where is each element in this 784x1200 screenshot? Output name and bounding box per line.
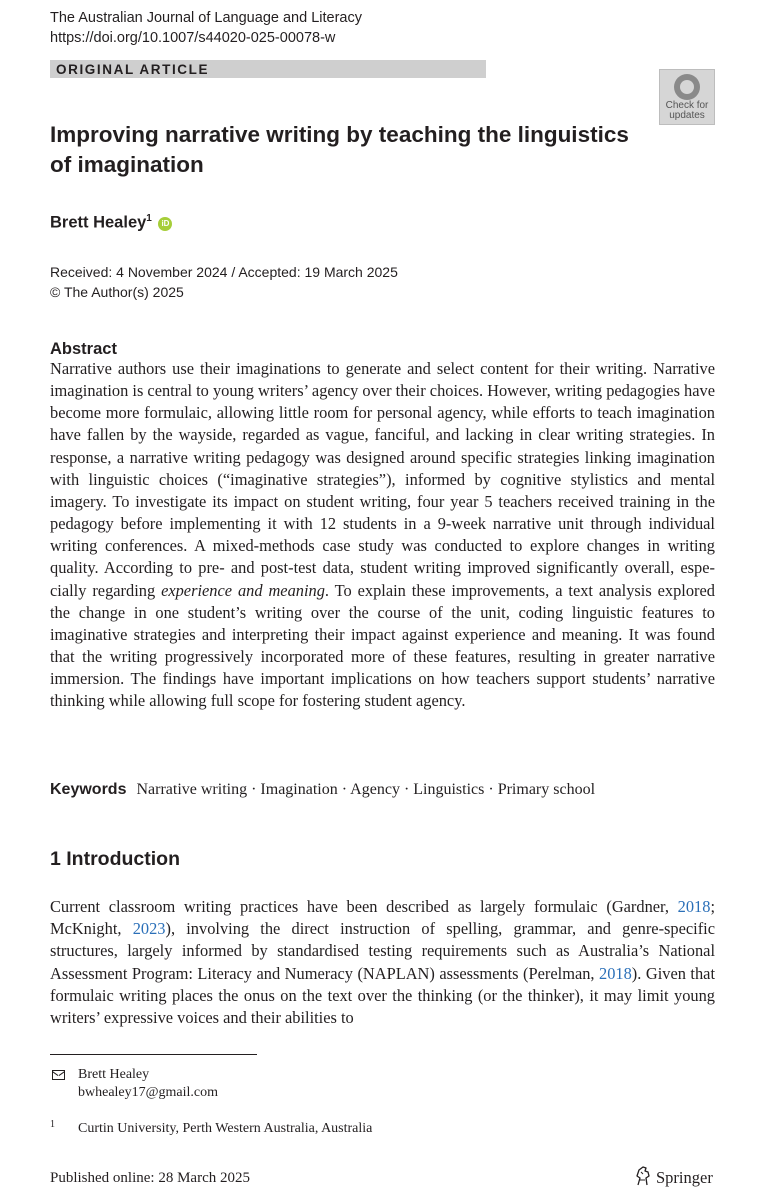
citation-link[interactable]: 2018 xyxy=(599,963,632,983)
orcid-icon[interactable]: iD xyxy=(158,217,172,231)
article-type-banner: ORIGINAL ARTICLE xyxy=(50,60,486,78)
crossmark-icon xyxy=(674,74,700,100)
keywords-list: Narrative writing · Imagination · Agency · Linguistics · Primary school xyxy=(136,781,596,798)
intro-text-4: ). Given that formulaic writing places the onus on the text over the thinking (or the thinker), it may limit young writers’ expressive voices and their abilities to xyxy=(50,963,715,1028)
corresponding-author xyxy=(50,1066,715,1102)
corresponding-author-name: Brett Healey xyxy=(78,1067,150,1082)
intro-text-1: Current classroom writing practices have been described as largely formulaic (Gardner, xyxy=(50,897,678,916)
abstract-text-part-2: . To explain these improvements, a text analysis explored the change in one student’s writing over the course of the unit, coding linguistic features to imaginative strategies and interpreting their impact against experience and meaning. It was found that the writing progressively incorporated more of these features, resulting in greater narrative immersion. The findings have important implications on how teachers support students’ narrative thinking while allowing full scope for fostering student agency. xyxy=(50,580,715,711)
article-dates xyxy=(50,262,398,302)
springer-horse-icon xyxy=(634,1166,652,1186)
article-title xyxy=(50,120,650,180)
section-heading-introduction: 1 Introduction xyxy=(50,848,180,870)
publisher-name: Springer xyxy=(656,1168,713,1187)
check-for-updates-badge[interactable] xyxy=(659,69,715,125)
introduction-text xyxy=(50,896,715,1029)
abstract-text xyxy=(50,358,715,713)
crossmark-line1: Check for xyxy=(665,100,709,111)
footnote-divider xyxy=(50,1054,257,1055)
author-line xyxy=(50,207,172,235)
footnotes xyxy=(50,1066,715,1138)
abstract-italic-phrase: experience and meaning xyxy=(161,580,325,600)
abstract-text-part-1: Narrative authors use their imaginations to generate and select content for their writing. Narrative imagination is central to young writers’ agency over their choices. However, writing pedagogies have become more formulaic, allowing little room for personal agency, while efforts to teach imagination have fallen by the wayside, regarded as vague, fanciful, and lacking in clear writing strategies. In response, a narrative writing pedagogy was designed around specific strategies linking imagination with linguistic choices (“imaginative strategies”), informed by cognitive stylistics and mental imagery. To investigate its impact on student writing, four year 5 teachers received training in the pedagogy before implementing it with 12 students in a 9-week narrative unit through individual writing conferences. A mixed-methods case study was conducted to explore changes in writing quality. According to pre- and post-test data, student writing improved significantly overall, especially regarding xyxy=(50,359,715,600)
doi-link[interactable]: https://doi.org/10.1007/s44020-025-00078-w xyxy=(50,30,336,46)
affiliation-text: Curtin University, Perth Western Australia, Australia xyxy=(78,1121,373,1136)
affiliation-mark: 1 xyxy=(50,1119,55,1130)
published-online-date: Published online: 28 March 2025 xyxy=(50,1170,250,1186)
copyright-notice: © The Author(s) 2025 xyxy=(50,284,184,300)
citation-link[interactable]: 2018 xyxy=(677,897,711,916)
title-line-2: of imagination xyxy=(50,152,204,177)
corresponding-author-email[interactable]: bwhealey17@gmail.com xyxy=(78,1085,219,1100)
title-line-1: Improving narrative writing by teaching the linguistics xyxy=(50,122,629,147)
keywords-label: Keywords xyxy=(50,781,127,798)
abstract-heading: Abstract xyxy=(50,340,117,358)
intro-text-3: ), involving the direct instruction of spelling, grammar, and genre-specific structures, largely informed by standardised testing requirements such as Australia’s National Assessment Program: Literacy and Numeracy (NAPLAN) assessments (Perelman, xyxy=(50,919,716,983)
intro-text-2: ; McKnight, xyxy=(50,897,715,939)
journal-name: The Australian Journal of Language and Literacy xyxy=(50,10,362,26)
journal-header xyxy=(50,8,362,48)
received-accepted-dates: Received: 4 November 2024 / Accepted: 19 March 2025 xyxy=(50,264,398,280)
author-affiliation-mark: 1 xyxy=(146,213,152,224)
keywords-line xyxy=(50,779,595,801)
affiliation-footnote xyxy=(50,1120,715,1138)
citation-link[interactable]: 2023 xyxy=(132,919,166,939)
publisher-logo xyxy=(634,1166,713,1189)
crossmark-line2: updates xyxy=(669,110,705,121)
author-name[interactable]: Brett Healey xyxy=(50,213,147,232)
